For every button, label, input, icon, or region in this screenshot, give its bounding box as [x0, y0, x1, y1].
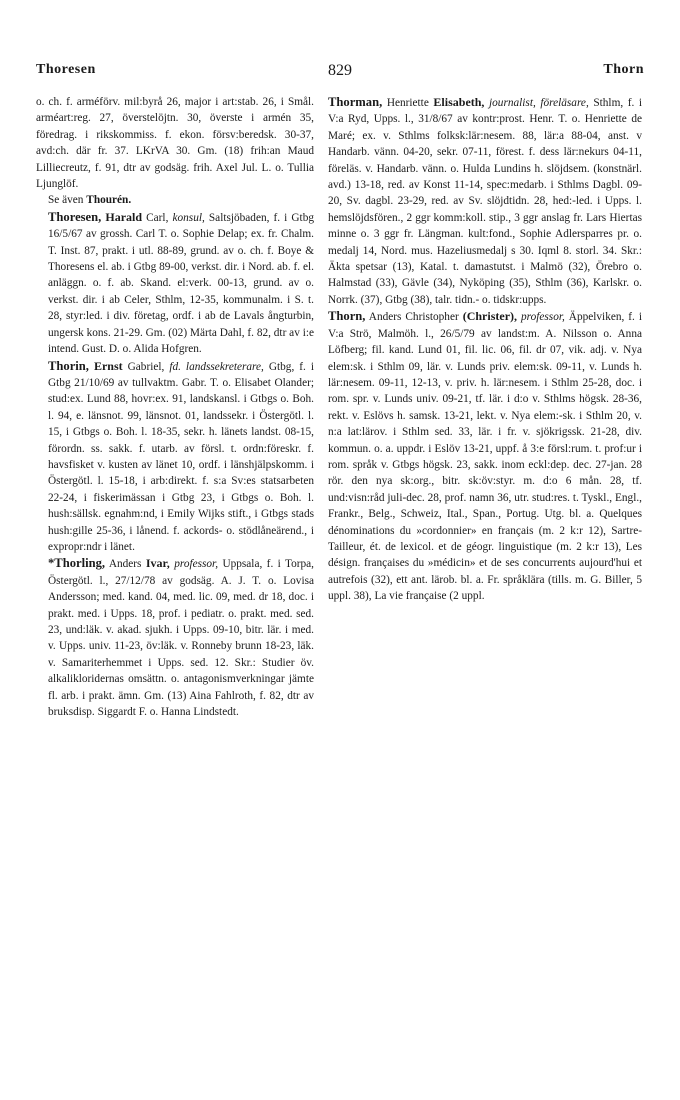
entry-occupation: journalist, föreläsare, — [489, 97, 589, 109]
see-also-name: Thourén. — [86, 194, 132, 207]
entry-given-name: Anders — [108, 558, 142, 571]
left-column — [36, 94, 314, 720]
entry-given-name-bold: Elisabeth, — [433, 95, 485, 109]
entry-given-name-bold: (Christer), — [462, 309, 518, 324]
entry-text: Saltsjöbaden, f. i Gtbg 16/5/67 av grossh. Carl T. o. Sophie Delap; ex. fr. Chalm. T. Inst. 87, prakt. i utl. 88-89, grund. av o. ch. f. Boye & Thoresens el. ab. i Gtbg 89-00, verkst. dir. i Nord. ab. f. el. anläggn. o. f. ab. Skand. el:verk. 00-13, grund. av o. verkst. dir. i ab Celer, Sthlm, 12-35, kommunalm. i S. t. 28, styr:led. i div. företag, ordf. i ab de Lavals ångturbin, ungersk kons. 21-29. Gm. (02) Märta Dahl, f. 82, dtr av i:e intend. Gust. D. o. Alida Hofgren. — [48, 211, 314, 356]
entry-surname: Thoresen, — [48, 209, 102, 224]
entry-surname: Thorin, — [48, 358, 89, 373]
see-also-prefix: Se även — [48, 194, 84, 207]
entry-thorman — [316, 94, 642, 308]
entry-occupation: professor, — [520, 311, 565, 324]
entry-thoresen — [36, 209, 314, 358]
entry-given-name: Anders Christopher — [368, 311, 459, 324]
entry-surname: Thorman, — [328, 95, 383, 109]
right-column — [316, 94, 642, 605]
entry-given-name-bold: Ernst — [93, 358, 123, 373]
entry-occupation: fd. landssekreterare, — [169, 360, 264, 373]
entry-thorin — [36, 358, 314, 556]
entry-text: Uppsala, f. i Torpa, Östergötl. l., 27/12/78 av godsäg. A. J. T. o. Lovisa Andersson; med. kand. 04, med. lic. 09, med. dr 18, doc. i prakt. med. i Upps. 18, prof. i pediatr. o. prakt. med. sed. 23, und:läk. v. akad. sjukh. i Upps. 09-10, bitr. lär. i med. v. Upps. univ. 11-23, öv:läk. v. Ronneby brunn 18-23, läk. v. Samariterhemmet i Upps. sed. 12. Skr.: Studier öv. alkalikloridernas omsättn. o. antagonismverkningar jämte fl. arb. i prakt. ämn. Gm. (13) Aina Fahlroth, f. 82, dtr av bruksdisp. Siggardt F. o. Hanna Lindstedt. — [48, 558, 315, 719]
header-right-keyword: Thorn — [603, 62, 644, 77]
entry-surname: Thorn, — [328, 309, 366, 324]
header-left-keyword: Thoresen — [36, 62, 96, 77]
entry-text: Äppelviken, f. i V:a Strö, Malmöh. l., 26/5/79 av landst:m. A. Nilsson o. Anna Löfberg; fil. kand. Lund 01, fil. lic. 06, fil. dr 07, vik. adj. v. Nya elem:sk. i Sthlm 09, lär. v. Lunds priv. elem:sk. 09-11, v. Lunds h. lär:nesem. 09-11, 12-13, v. priv. h. lär:nesem. i Sthlm 25-28, doc. i rom. spr. v. Lunds univ. 09-21, tf. lär. i d:o v. Sthlms högsk. 28-36, rekt. v. Eslövs h. samsk. 13-21, lekt. v. Nya elem:-sk. i Sthlm 20, v. n:a lat:lärov. i Sthlm sed. 33, lär. i fr. v. sjökrigssk. 21-28, div. kommun. o. a. uppdr. i Eslöv 13-21, uppf. å 3:e försl:rum. t. prof:ur i rom. språk v. Gtbgs högsk. 23, sakk. inom eckl:dep. dec. 27-jan. 28 rör. den nya sk:org., bitr. sk:öv:styr. m. d:o 6 mån. 28, tf. und:visn:råd juli-dec. 28, prof. namn 36, utr. stud:res. t. Tyskl., Engl., Frankr., Belg., Schweiz, Ital., Span., Portug. Utg. bl. a. Quelques dénominations du »cordonnier» en français (m. 2 k:r 12), Sartre-Tailleur, ét. de lexicol. et de géogr. linguistique (m. 2 k:r 13), Les désign. françaises du »médicin» et de ses concurrents aujourd'hui et autrefois (32), ett ant. lärob. bl. a. Fr. språklära (tills. m. G. Biller, 5 uppl. 38), La vie française (2 uppl. — [328, 311, 642, 603]
running-head — [36, 62, 644, 82]
entry-occupation: professor, — [174, 558, 219, 571]
entry-text: Sthlm, f. i V:a Ryd, Upps. l., 31/8/67 av kontr:prost. Henr. T. o. Henriette de Maré; ex. v. Sthlms folksk:lär:nesem. 88, lär:a 88-04, anst. v Handarb. vänn. 04-20, sekr. 07-11, förest. f. dess lär:nekurs 04-11, föreläs. v. Handarb. vänn. o. Hulda Lundins h. slöjdsem. (konstnärl. avd.) 13-18, red. av Konst 11-14, spec:medarb. i Sthlms Dagbl. 09-20, Sv. dagbl. 23-29, red. av Sv. slöjdtidn. 28, hed:-led. i Upps. l. hemslöjdsfören., 2 ggr komm:koll. stip., 3 ggr anslag fr. Lars Hiertas minne o. 3 ggr fr. Längman. kult:fond., Sophie Adlersparres pr. o. medalj 14, Nord. mus. Hazeliusmedalj s 30. Iqml 8. storl. 34. Skr.: Äkta spetsar (13), Katal. t. damastutst. i Malmö (32), Örebro o. Halmstad (33), Gävle (34), Nyköping (35), Sthlm (36), Karlskr. o. Norrk. (37), Gtbg (38), talr. tidn.- o. tidskr:upps. — [328, 97, 643, 306]
page-number: 829 — [328, 62, 352, 79]
entry-given-name: Gabriel, — [127, 360, 165, 373]
see-also-reference — [36, 192, 314, 208]
continued-entry-text: o. ch. f. arméförv. mil:byrå 26, major i art:stab. 26, i Smål. arméart:reg. 27, överstelöjtn. 30, överste i armén 35, föredrag. i rikskommiss. f. ekon. försv:beredsk. 30-37, avd:ch. där fr. 37. LKrVA 30. Gm. (18) frih:an Maud Lilliecreutz, f. 91, dtr av godsäg. frih. Axel Jul. L. o. Tullia Ljunglöf. — [36, 96, 314, 191]
entry-given-name: Henriette — [386, 97, 429, 109]
entry-occupation: konsul, — [172, 211, 205, 224]
entry-surname: *Thorling, — [48, 556, 106, 571]
entry-thorling — [36, 555, 314, 720]
entry-given-name: Carl, — [146, 211, 169, 224]
entry-thorn — [316, 308, 642, 604]
entry-given-name-bold: Harald — [105, 209, 143, 224]
entry-given-name-bold: Ivar, — [145, 556, 170, 571]
entry-text: Gtbg, f. i Gtbg 21/10/69 av tullvaktm. Gabr. T. o. Elisabet Olander; stud:ex. Lund 88, hovr:ex. 91, landskansl. i Gtbgs o. Boh. l. 94, e. länsnot. 99, länsnot. 01, landssekr. i Östergötl. l. 15, i Gtbgs o. Boh. l. 18-35, sekr. h. länets landst. 08-15, förordn. ss. sakk. f. utarb. av försl. t. ordn:föreskr. f. havsfisket v. kusten av länet 10, ordf. i länshjälpskomm. i Östergötl. l. 15-18, i arb:direkt. f. s:a Sv:es statsarbeten 22-24, i fiskerimässan i Gtbg 23, i Gtbgs o. Boh. l. hush:sällsk. egnahm:nd, i Emily Wijks stift., i Gtbgs stads hush:gille 25-36, i lånend. f. ackords- o. stödlåneärend., i expropr:ndr i länet. — [48, 360, 314, 553]
